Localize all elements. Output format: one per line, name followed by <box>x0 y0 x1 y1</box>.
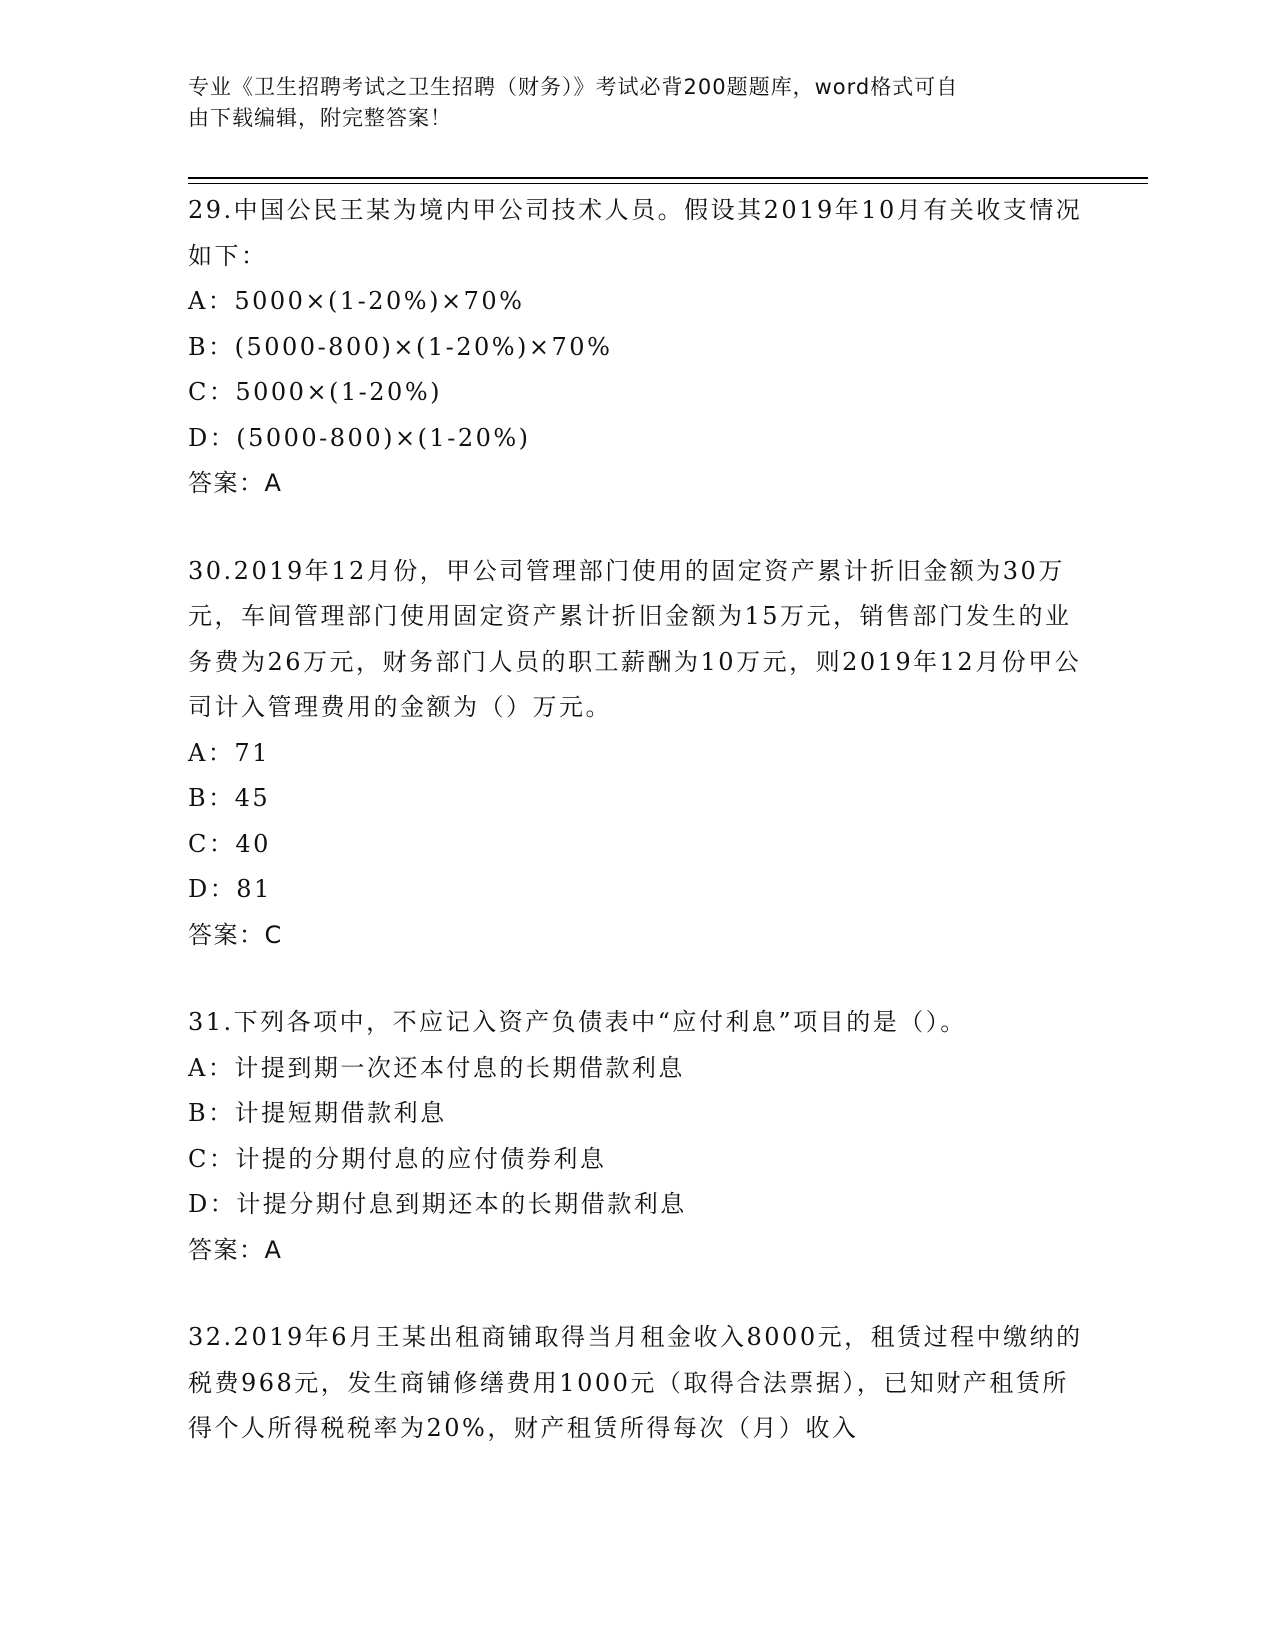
question-30 <box>188 549 1088 959</box>
option-b: B：45 <box>188 784 271 812</box>
question-29 <box>188 188 1088 507</box>
option-a: A：71 <box>188 738 270 767</box>
header-rule-thick <box>188 177 1148 179</box>
option-a: A：5000×(1-20%)×70% <box>188 287 525 315</box>
option-c: C：40 <box>188 829 271 858</box>
option-d: D：计提分期付息到期还本的长期借款利息 <box>188 1190 687 1218</box>
option-c: C：计提的分期付息的应付债券利息 <box>188 1144 607 1173</box>
question-stem: 32.2019年6月王某出租商铺取得当月租金收入8000元，租赁过程中缴纳的税费968元，发生商铺修缮费用1000元（取得合法票据），已知财产租赁所得个人所得税税率为20%，财产租赁所得每次（月）收入 <box>188 1323 1083 1442</box>
answer: 答案：C <box>188 920 283 949</box>
document-header <box>188 72 1068 134</box>
option-b: B：计提短期借款利息 <box>188 1099 447 1127</box>
header-rule-thin <box>188 183 1148 184</box>
option-d: D：(5000-800)×(1-20%) <box>188 423 531 452</box>
header-line-2: 由下载编辑，附完整答案！ <box>188 106 452 130</box>
question-31 <box>188 1000 1088 1273</box>
header-line-1: 专业《卫生招聘考试之卫生招聘（财务）》考试必背200题题库，word格式可自 <box>188 75 959 99</box>
question-list <box>188 188 1088 1494</box>
option-d: D：81 <box>188 875 272 903</box>
option-b: B：(5000-800)×(1-20%)×70% <box>188 332 613 361</box>
option-a: A：计提到期一次还本付息的长期借款利息 <box>188 1053 685 1082</box>
answer: 答案：A <box>188 1235 283 1264</box>
question-32 <box>188 1315 1088 1452</box>
question-stem: 30.2019年12月份，甲公司管理部门使用的固定资产累计折旧金额为30万元，车间管理部门使用固定资产累计折旧金额为15万元，销售部门发生的业务费为26万元，财务部门人员的职工薪酬为10万元，则2019年12月份甲公司计入管理费用的金额为（）万元。 <box>188 556 1082 721</box>
question-stem: 29.中国公民王某为境内甲公司技术人员。假设其2019年10月有关收支情况如下： <box>188 196 1083 270</box>
question-stem: 31.下列各项中，不应记入资产负债表中“应付利息”项目的是（）。 <box>188 1008 967 1036</box>
option-c: C：5000×(1-20%) <box>188 378 442 406</box>
answer: 答案：A <box>188 469 283 497</box>
